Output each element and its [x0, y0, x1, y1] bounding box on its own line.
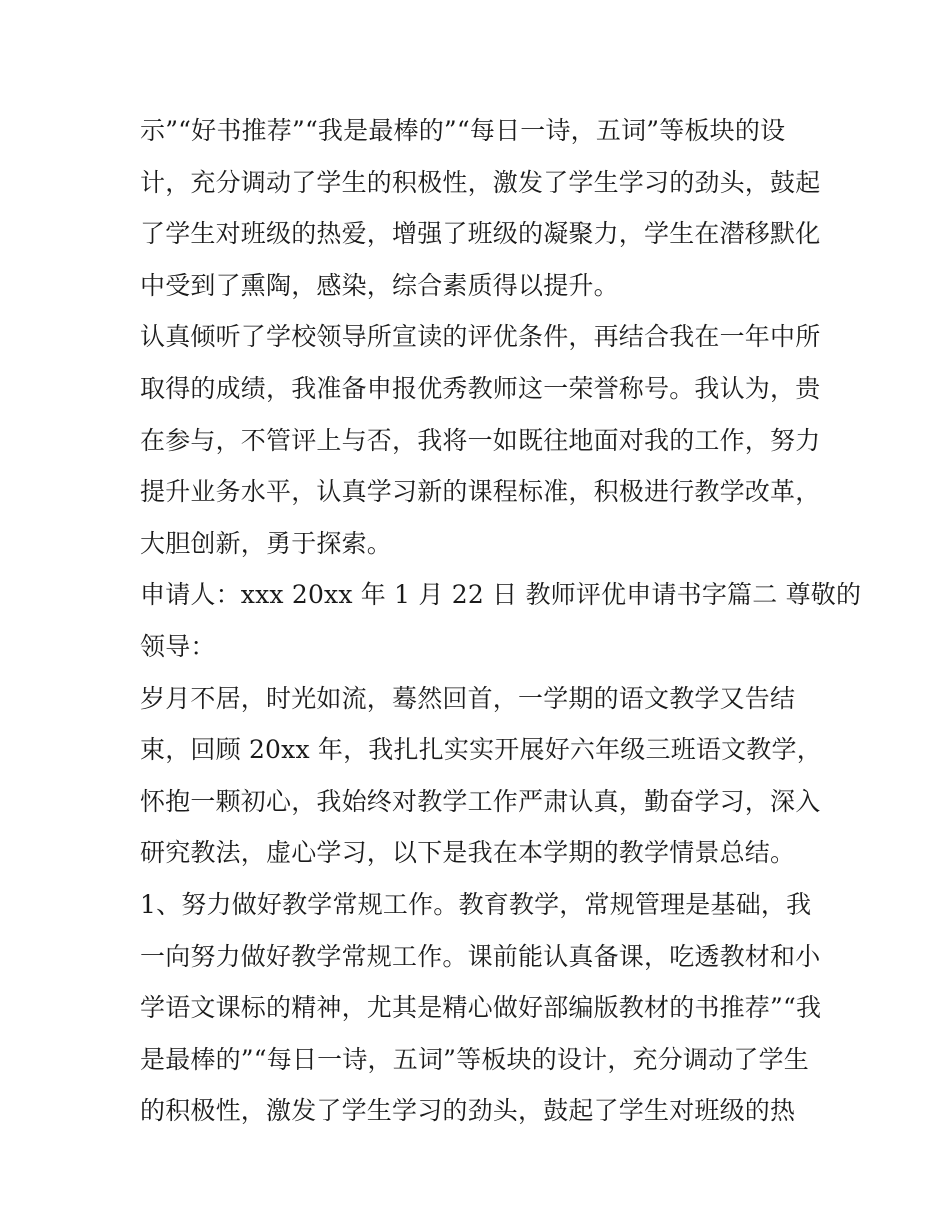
text-line: 提升业务水平，认真学习新的课程标准，积极进行教学改革， — [140, 477, 821, 507]
text-line: 中受到了熏陶，感染，综合素质得以提升。 — [140, 270, 619, 300]
text-line: 计，充分调动了学生的积极性，激发了学生学习的劲头，鼓起 — [140, 167, 821, 197]
text-line: 大胆创新，勇于探索。 — [140, 528, 393, 558]
text-line: 怀抱一颗初心，我始终对教学工作严肃认真，勤奋学习，深入 — [140, 786, 821, 816]
text-line: 岁月不居，时光如流，蓦然回首，一学期的语文教学又告结 — [140, 683, 796, 713]
document-body — [140, 105, 862, 1137]
text-line: 取得的成绩，我准备申报优秀教师这一荣誉称号。我认为，贵 — [140, 373, 821, 403]
text-line: 束，回顾 20xx 年，我扎扎实实开展好六年级三班语文教学， — [140, 735, 822, 765]
text-line: 一向努力做好教学常规工作。课前能认真备课，吃透教材和小 — [140, 941, 821, 971]
text-line: 认真倾听了学校领导所宣读的评优条件，再结合我在一年中所 — [140, 322, 821, 352]
text-line: 学语文课标的精神，尤其是精心做好部编版教材的书推荐”“我 — [140, 993, 822, 1023]
text-line: 示”“好书推荐”“我是最棒的”“每日一诗，五词”等板块的设 — [140, 116, 786, 145]
text-line: 1、努力做好教学常规工作。教育教学，常规管理是基础，我 — [140, 889, 812, 919]
text-line: 了学生对班级的热爱，增强了班级的凝聚力，学生在潜移默化 — [140, 219, 821, 249]
text-line: 的积极性，激发了学生学习的劲头，鼓起了学生对班级的热 — [140, 1096, 796, 1126]
text-line: 申请人：xxx 20xx 年 1 月 22 日 教师评优申请书字篇二 尊敬的 — [140, 580, 862, 610]
text-line: 是最棒的”“每日一诗，五词”等板块的设计，充分调动了学生 — [140, 1044, 809, 1074]
text-line: 研究教法，虚心学习，以下是我在本学期的教学情景总结。 — [140, 838, 796, 868]
text-line: 领导： — [140, 631, 216, 661]
text-line: 在参与，不管评上与否，我将一如既往地面对我的工作，努力 — [140, 425, 821, 455]
